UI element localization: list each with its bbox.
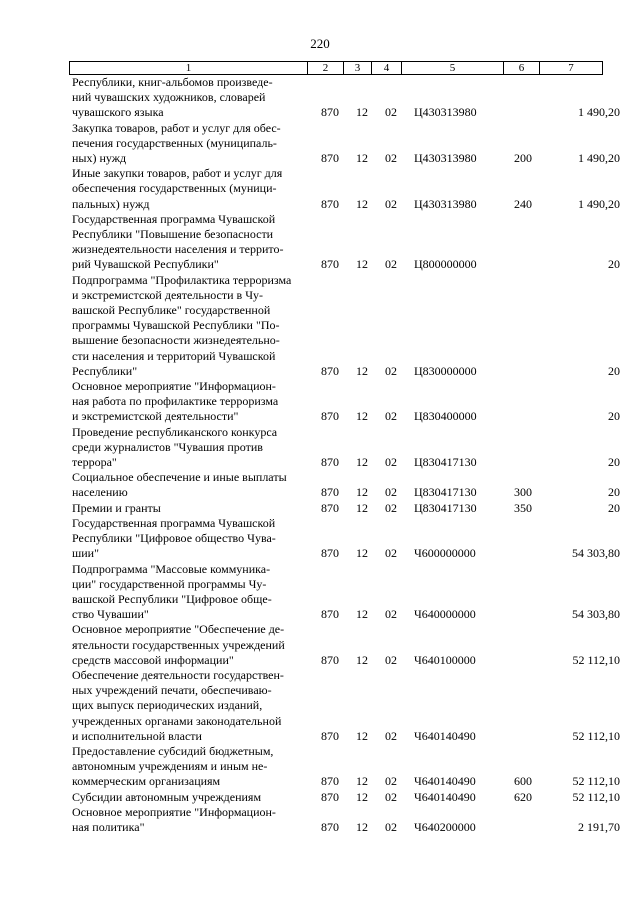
code-ministry: 870 — [321, 546, 339, 561]
row-description — [72, 744, 310, 790]
table-body — [0, 75, 640, 835]
code-target-article: Ц830417130 — [414, 485, 477, 500]
code-target-article: Ц430313980 — [414, 105, 477, 120]
code-subsection: 02 — [385, 607, 397, 622]
code-target-article: Ч640100000 — [414, 652, 476, 667]
code-ministry: 870 — [321, 105, 339, 120]
description-line: шии" — [72, 546, 99, 561]
description-line: ство Чувашии" — [72, 607, 149, 622]
code-ministry: 870 — [321, 652, 339, 667]
table-row — [0, 425, 640, 471]
amount: 52 112,10 — [572, 789, 620, 804]
code-target-article: Ц800000000 — [414, 257, 477, 272]
amount: 1 490,20 — [578, 196, 620, 211]
description-line: ная работа по профилактике терроризма — [72, 394, 279, 409]
description-line: щих выпуск периодических изданий, — [72, 698, 263, 713]
table-row — [0, 75, 640, 121]
code-subsection: 02 — [385, 409, 397, 424]
code-ministry: 870 — [321, 819, 339, 834]
description-line: автономным учреждениям и иным не- — [72, 759, 268, 774]
description-line: Основное мероприятие "Информацион- — [72, 379, 276, 394]
description-line: Обеспечение деятельности государствен- — [72, 667, 284, 682]
code-section: 12 — [356, 728, 368, 743]
table-row — [0, 470, 640, 500]
code-ministry: 870 — [321, 196, 339, 211]
row-description — [72, 790, 310, 805]
code-section: 12 — [356, 485, 368, 500]
description-line: Субсидии автономным учреждениям — [72, 789, 262, 804]
description-line: средств массовой информации" — [72, 652, 234, 667]
code-ministry: 870 — [321, 485, 339, 500]
description-line: Государственная программа Чувашской — [72, 515, 276, 530]
header-col-5: 5 — [402, 62, 504, 74]
table-row — [0, 273, 640, 379]
description-line: и экстремистской деятельности" — [72, 409, 239, 424]
code-subsection: 02 — [385, 455, 397, 470]
description-line: ная политика" — [72, 819, 145, 834]
description-line: Подпрограмма "Профилактика терроризма — [72, 272, 292, 287]
description-line: программы Чувашской Республики "По- — [72, 318, 280, 333]
description-line: ции" государственной программы Чу- — [72, 576, 267, 591]
code-subsection: 02 — [385, 196, 397, 211]
header-col-2: 2 — [308, 62, 344, 74]
description-line: Государственная программа Чувашской — [72, 211, 276, 226]
description-line: Республики" — [72, 363, 138, 378]
code-section: 12 — [356, 409, 368, 424]
row-description — [72, 166, 310, 212]
table-row — [0, 121, 640, 167]
amount: 54 303,80 — [572, 546, 620, 561]
description-line: Республики, книг-альбомов произведе- — [72, 75, 273, 89]
code-section: 12 — [356, 774, 368, 789]
code-expense-type: 620 — [514, 789, 532, 804]
description-line: Предоставление субсидий бюджетным, — [72, 743, 274, 758]
code-section: 12 — [356, 607, 368, 622]
description-line: ятельности государственных учреждений — [72, 637, 285, 652]
row-description — [72, 75, 310, 121]
amount: 2 191,70 — [578, 819, 620, 834]
description-line: Закупка товаров, работ и услуг для обес- — [72, 120, 281, 135]
description-line: Основное мероприятие "Информацион- — [72, 804, 276, 819]
description-line: печения государственных (муниципаль- — [72, 135, 277, 150]
description-line: вышение безопасности жизнедеятельно- — [72, 333, 280, 348]
amount: 52 112,10 — [572, 652, 620, 667]
code-section: 12 — [356, 819, 368, 834]
row-description — [72, 805, 310, 835]
description-line: ных учреждений печати, обеспечиваю- — [72, 683, 272, 698]
row-description — [72, 273, 310, 379]
description-line: Социальное обеспечение и иные выплаты — [72, 470, 287, 485]
amount: 1 490,20 — [578, 105, 620, 120]
row-description — [72, 516, 310, 562]
row-description — [72, 425, 310, 471]
amount: 20 — [608, 257, 620, 272]
code-section: 12 — [356, 105, 368, 120]
code-subsection: 02 — [385, 728, 397, 743]
code-subsection: 02 — [385, 652, 397, 667]
code-ministry: 870 — [321, 728, 339, 743]
table-row — [0, 668, 640, 744]
code-target-article: Ч640140490 — [414, 789, 476, 804]
description-line: Подпрограмма "Массовые коммуника- — [72, 561, 271, 576]
code-target-article: Ц430313980 — [414, 196, 477, 211]
table-row — [0, 379, 640, 425]
amount: 20 — [608, 485, 620, 500]
description-line: Иные закупки товаров, работ и услуг для — [72, 166, 283, 181]
code-expense-type: 600 — [514, 774, 532, 789]
code-target-article: Ц830400000 — [414, 409, 477, 424]
code-target-article: Ч640140490 — [414, 728, 476, 743]
table-row — [0, 744, 640, 790]
code-target-article: Ц830417130 — [414, 500, 477, 515]
amount: 54 303,80 — [572, 607, 620, 622]
code-expense-type: 240 — [514, 196, 532, 211]
code-subsection: 02 — [385, 105, 397, 120]
description-line: вашской Республике" государственной — [72, 303, 271, 318]
row-description — [72, 379, 310, 425]
description-line: пальных) нужд — [72, 196, 150, 211]
description-line: коммерческим организациям — [72, 774, 221, 789]
row-description — [72, 212, 310, 273]
code-subsection: 02 — [385, 819, 397, 834]
code-ministry: 870 — [321, 607, 339, 622]
table-row — [0, 166, 640, 212]
description-line: Республики "Цифровое общество Чува- — [72, 531, 276, 546]
description-line: учрежденных органами законодательной — [72, 713, 282, 728]
table-row — [0, 790, 640, 805]
description-line: сти населения и территорий Чувашской — [72, 348, 276, 363]
code-section: 12 — [356, 546, 368, 561]
table-header — [69, 61, 603, 75]
code-section: 12 — [356, 363, 368, 378]
code-expense-type: 300 — [514, 485, 532, 500]
code-ministry: 870 — [321, 151, 339, 166]
code-target-article: Ц830417130 — [414, 455, 477, 470]
description-line: и исполнительной власти — [72, 728, 202, 743]
code-subsection: 02 — [385, 789, 397, 804]
header-col-6: 6 — [504, 62, 540, 74]
code-section: 12 — [356, 196, 368, 211]
row-description — [72, 501, 310, 516]
code-expense-type: 350 — [514, 500, 532, 515]
description-line: террора" — [72, 455, 117, 470]
code-subsection: 02 — [385, 151, 397, 166]
code-subsection: 02 — [385, 363, 397, 378]
description-line: среди журналистов "Чувашия против — [72, 439, 263, 454]
amount: 20 — [608, 455, 620, 470]
code-ministry: 870 — [321, 500, 339, 515]
code-ministry: 870 — [321, 363, 339, 378]
row-description — [72, 121, 310, 167]
table-row — [0, 501, 640, 516]
code-ministry: 870 — [321, 455, 339, 470]
table-row — [0, 516, 640, 562]
description-line: Основное мероприятие "Обеспечение де- — [72, 622, 285, 637]
code-section: 12 — [356, 652, 368, 667]
description-line: ных) нужд — [72, 151, 127, 166]
code-section: 12 — [356, 789, 368, 804]
code-ministry: 870 — [321, 774, 339, 789]
table-row — [0, 805, 640, 835]
row-description — [72, 668, 310, 744]
row-description — [72, 622, 310, 668]
description-line: Премии и гранты — [72, 500, 161, 515]
row-description — [72, 470, 310, 500]
description-line: рий Чувашской Республики" — [72, 257, 219, 272]
table-row — [0, 622, 640, 668]
code-target-article: Ц430313980 — [414, 151, 477, 166]
code-subsection: 02 — [385, 774, 397, 789]
amount: 52 112,10 — [572, 774, 620, 789]
description-line: Проведение республиканского конкурса — [72, 424, 278, 439]
code-section: 12 — [356, 257, 368, 272]
code-target-article: Ч640000000 — [414, 607, 476, 622]
code-target-article: Ц830000000 — [414, 363, 477, 378]
description-line: вашской Республики "Цифровое обще- — [72, 591, 272, 606]
code-target-article: Ч600000000 — [414, 546, 476, 561]
description-line: обеспечения государственных (муници- — [72, 181, 277, 196]
code-target-article: Ч640140490 — [414, 774, 476, 789]
code-subsection: 02 — [385, 485, 397, 500]
description-line: ний чувашских художников, словарей — [72, 90, 266, 105]
code-target-article: Ч640200000 — [414, 819, 476, 834]
amount: 20 — [608, 363, 620, 378]
code-section: 12 — [356, 151, 368, 166]
header-col-1: 1 — [70, 62, 308, 74]
code-expense-type: 200 — [514, 151, 532, 166]
code-ministry: 870 — [321, 789, 339, 804]
description-line: Республики "Повышение безопасности — [72, 227, 274, 242]
amount: 1 490,20 — [578, 151, 620, 166]
table-row — [0, 212, 640, 273]
header-col-4: 4 — [372, 62, 402, 74]
code-subsection: 02 — [385, 546, 397, 561]
header-col-7: 7 — [568, 62, 574, 74]
description-line: чувашского языка — [72, 105, 164, 120]
amount: 52 112,10 — [572, 728, 620, 743]
description-line: жизнедеятельности населения и террито- — [72, 242, 284, 257]
description-line: и экстремистской деятельности в Чу- — [72, 287, 264, 302]
row-description — [72, 562, 310, 623]
code-subsection: 02 — [385, 257, 397, 272]
table-row — [0, 562, 640, 623]
header-col-3: 3 — [344, 62, 372, 74]
code-section: 12 — [356, 455, 368, 470]
amount: 20 — [608, 500, 620, 515]
page-number: 220 — [310, 36, 330, 51]
description-line: населению — [72, 485, 128, 500]
amount: 20 — [608, 409, 620, 424]
code-section: 12 — [356, 500, 368, 515]
code-ministry: 870 — [321, 409, 339, 424]
code-ministry: 870 — [321, 257, 339, 272]
code-subsection: 02 — [385, 500, 397, 515]
